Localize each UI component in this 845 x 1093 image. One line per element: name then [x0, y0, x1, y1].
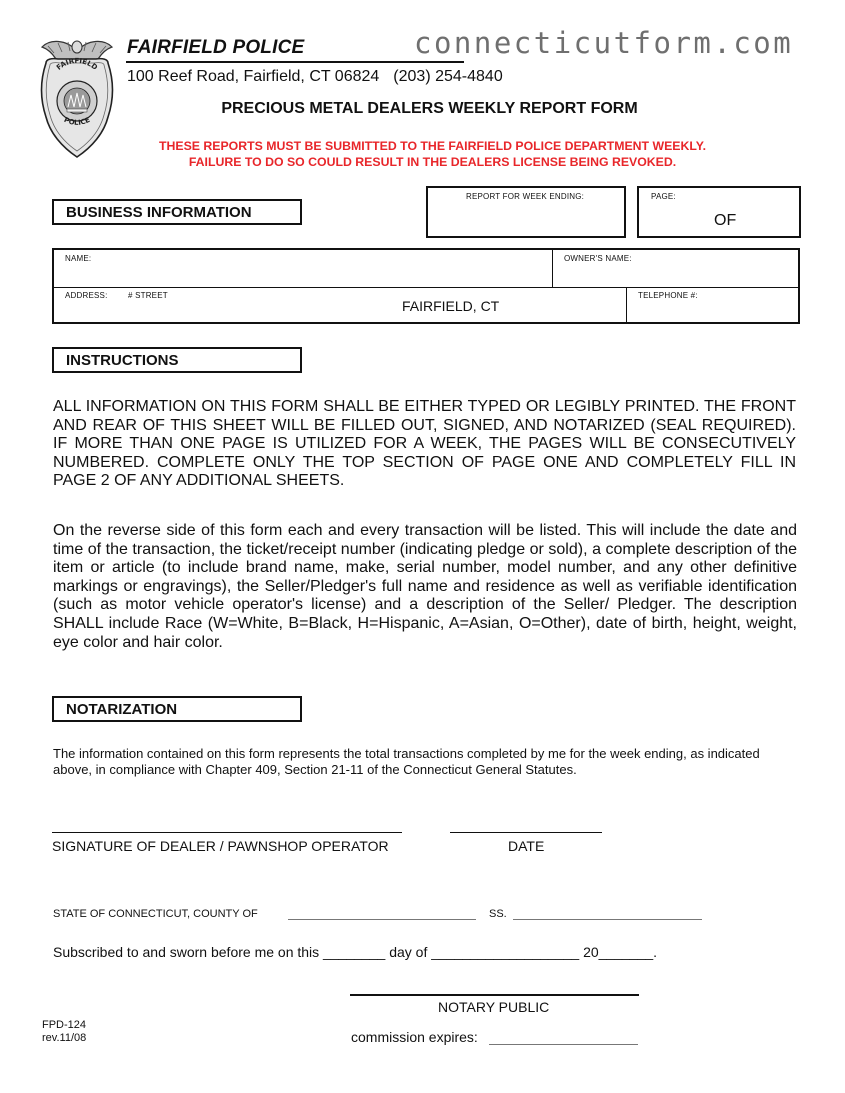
- instructions-paragraph-1: ALL INFORMATION ON THIS FORM SHALL BE EITHER TYPED OR LEGIBLY PRINTED. THE FRONT AND REAR OF THIS SHEET WILL BE FILLED OUT, SIGNED, AND NOTARIZED (SEAL REQUIRED). IF MORE THAN ONE PAGE IS UTILIZED FOR A WEEK, THE PAGES WILL BE CONSECUTIVELY NUMBERED. COMPLETE ONLY THE TOP SECTION OF PAGE ONE AND COMPLETELY FILL IN PAGE 2 OF ANY ADDITIONAL SHEETS.: [53, 398, 796, 490]
- commission-expires-line[interactable]: [489, 1044, 638, 1045]
- notarization-heading: NOTARIZATION: [52, 696, 302, 722]
- table-column-divider: [552, 250, 553, 287]
- week-ending-field[interactable]: [426, 186, 626, 238]
- commission-expires-label: commission expires:: [351, 1029, 478, 1045]
- owner-name-field[interactable]: OWNER'S NAME:: [564, 254, 632, 263]
- warning-line-2: FAILURE TO DO SO COULD RESULT IN THE DEALERS LICENSE BEING REVOKED.: [188, 155, 677, 169]
- table-column-divider: [626, 287, 627, 324]
- week-ending-label: REPORT FOR WEEK ENDING:: [466, 192, 585, 201]
- state-county-label: STATE OF CONNECTICUT, COUNTY OF: [53, 908, 258, 920]
- page-number-field[interactable]: [637, 186, 801, 238]
- phone-text: (203) 254-4840: [393, 68, 503, 85]
- address-field[interactable]: ADDRESS:: [65, 291, 108, 300]
- form-revision: rev.11/08: [42, 1032, 87, 1044]
- warning-line-1: THESE REPORTS MUST BE SUBMITTED TO THE FAIRFIELD POLICE DEPARTMENT WEEKLY.: [158, 139, 707, 153]
- badge-top-text: FAIRFIELD: [55, 56, 99, 72]
- address-text: 100 Reef Road, Fairfield, CT 06824: [127, 68, 380, 85]
- county-input-line[interactable]: [288, 919, 476, 920]
- date-label: DATE: [508, 838, 545, 854]
- form-number: FPD-124: [42, 1019, 87, 1031]
- watermark-text: connecticutform.com: [414, 26, 794, 60]
- city-label: FAIRFIELD, CT: [402, 298, 500, 314]
- business-info-table: [52, 248, 800, 324]
- submission-warning: [0, 138, 845, 170]
- instructions-paragraph-2: On the reverse side of this form each and every transaction will be listed. This will include the date and time of the transaction, the ticket/receipt number (indicating pledge or sold), a complete description of the item or article (to include brand name, make, serial number, model number, and any other definitive markings or engravings), the Seller/Pledger's full name and residence as well as verifiable identification (such as motor vehicle operator's license) and a description of the Seller/ Pledger. The description SHALL include Race (W=White, B=Black, H=Hispanic, A=Asian, O=Other), date of birth, height, weight, eye color and hair color.: [53, 522, 797, 651]
- instructions-heading: INSTRUCTIONS: [52, 347, 302, 373]
- signature-label: SIGNATURE OF DEALER / PAWNSHOP OPERATOR: [52, 838, 389, 854]
- street-label: # STREET: [128, 291, 168, 300]
- business-name-field[interactable]: NAME:: [65, 254, 92, 263]
- sworn-statement: Subscribed to and sworn before me on this ________ day of ___________________ 20_______.: [53, 944, 658, 960]
- department-title: FAIRFIELD POLICE: [127, 37, 305, 58]
- ss-label: SS.: [489, 908, 507, 920]
- ss-input-line[interactable]: [513, 919, 702, 920]
- telephone-field[interactable]: TELEPHONE #:: [638, 291, 698, 300]
- title-divider: [126, 61, 464, 63]
- page-label: PAGE:: [651, 192, 676, 201]
- notary-signature-line[interactable]: [350, 994, 639, 996]
- signature-line[interactable]: [52, 832, 402, 833]
- department-address: [127, 68, 503, 86]
- table-row-divider: [54, 287, 798, 288]
- page-of-label: OF: [714, 212, 737, 229]
- badge-bottom-text: POLICE: [62, 115, 92, 127]
- form-id: [42, 1019, 86, 1045]
- notarization-statement: The information contained on this form represents the total transactions completed by me for the week ending, as indicated above, in compliance with Chapter 409, Section 21-11 of the Connecticut General Statutes.: [53, 746, 760, 777]
- business-info-heading: BUSINESS INFORMATION: [52, 199, 302, 225]
- notary-public-label: NOTARY PUBLIC: [438, 999, 550, 1015]
- form-title: PRECIOUS METAL DEALERS WEEKLY REPORT FORM: [221, 100, 638, 117]
- date-line[interactable]: [450, 832, 602, 833]
